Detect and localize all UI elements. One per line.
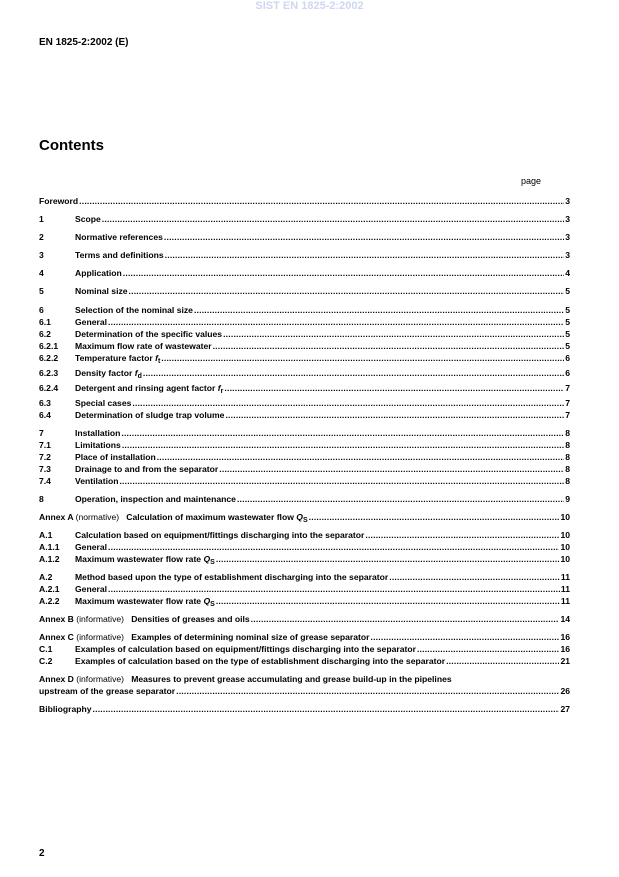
toc-entry-number: 3 [39,250,44,260]
toc-entry-number: C.2 [39,656,53,666]
toc-entry-title: Method based upon the type of establishment discharging into the separator [75,572,389,582]
toc-entry-title: Scope [75,214,101,224]
toc-entry-title: Examples of calculation based on the type of establishment discharging into the separator [75,656,446,666]
toc-entry-title: Application [75,268,122,278]
toc-entry-number: 7 [39,428,44,438]
toc-leader-dots [143,367,564,379]
toc-page-number: 3 [565,214,570,224]
toc-entry-title: Special cases [75,398,132,408]
toc-annex-label: Annex B [39,614,74,624]
toc-entry-title: Normative references [75,232,163,242]
toc-leader-dots [223,328,564,340]
toc-leader-dots [213,340,565,352]
toc-page-number: 6 [565,353,570,363]
toc-entry-title: upstream of the grease separator [39,686,176,696]
toc-page-number: 3 [565,250,570,260]
toc-annex-label: Annex A [39,512,74,522]
toc-entry-title: Installation [75,428,121,438]
toc-entry [39,249,570,261]
math-subscript: S [210,601,215,607]
toc-leader-dots [121,427,564,439]
toc-page-number: 11 [560,572,570,582]
toc-entry-number: 8 [39,494,44,504]
toc-entry-number: 7.3 [39,464,51,474]
toc-entry-number: A.1.1 [39,542,60,552]
toc-leader-dots [216,553,560,565]
toc-entry-title: Drainage to and from the separator [75,464,219,474]
toc-annex-entry [39,631,570,643]
document-id: EN 1825-2:2002 (E) [39,37,129,48]
toc-entry-number: 5 [39,286,44,296]
toc-entry-title: Maximum wastewater flow rate [75,596,202,606]
toc-entry-number: 6.2.2 [39,353,59,363]
toc-page-number: 16 [560,644,570,654]
toc-entry [39,304,570,316]
toc-entry-number: 6.3 [39,398,51,408]
toc-entry-title: Calculation based on equipment/fittings discharging into the separator [75,530,365,540]
toc-leader-dots [164,231,564,243]
math-symbol: f [155,353,158,363]
toc-entry [39,285,570,297]
toc-annex-entry [39,613,570,625]
toc-page-number: 16 [560,632,570,642]
toc-entry [39,328,570,340]
toc-entry-title: Place of installation [75,452,156,462]
toc-entry [39,397,570,409]
toc-entry-number: 6.1 [39,317,51,327]
math-symbol: f [134,368,138,378]
toc-entry-title: Density factor [75,368,133,378]
toc-entry-title: General [75,542,108,552]
toc-leader-dots [219,463,564,475]
toc-leader-dots [123,267,564,279]
toc-leader-dots [251,613,560,625]
toc-page-number: 7 [565,398,570,408]
toc-leader-dots [237,493,564,505]
toc-entry [39,409,570,421]
toc-page-number: 3 [565,196,570,206]
toc-entry-title: Bibliography [39,704,92,714]
toc-entry [39,382,570,394]
toc-leader-dots [108,316,564,328]
math-subscript: S [302,517,308,523]
toc-page-number: 9 [565,494,570,504]
toc-leader-dots [157,451,565,463]
toc-entry-number: 4 [39,268,44,278]
toc-entry [39,703,570,715]
page-column-label: page [521,176,542,186]
toc-leader-dots [365,529,559,541]
toc-entry [39,475,570,487]
toc-leader-dots [119,475,564,487]
toc-leader-dots [389,571,560,583]
toc-leader-dots [79,195,564,207]
watermark: SIST EN 1825-2:2002 [255,0,364,12]
toc-page-number: 5 [565,317,570,327]
toc-entry-number: 6.2.4 [39,383,59,393]
toc-leader-dots [165,249,565,261]
toc-leader-dots [371,631,560,643]
toc-entry [39,685,570,697]
toc-entry-number: A.2 [39,572,53,582]
toc-page-number: 5 [565,305,570,315]
page-title: Contents [39,137,104,154]
toc-entry [39,571,570,583]
toc-annex-kind: (informative) [76,614,125,624]
toc-entry-title: Measures to prevent grease accumulating and grease build-up in the pipelines [131,674,452,684]
toc-entry-title: Examples of calculation based on equipment/fittings discharging into the separator [75,644,416,654]
toc-entry-number: 7.4 [39,476,51,486]
toc-entry-title: Examples of determining nominal size of grease separator [131,632,370,642]
toc-leader-dots [309,511,560,523]
toc-entry-title: Maximum wastewater flow rate [75,554,202,564]
toc-page-number: 4 [565,268,570,278]
toc-entry [39,463,570,475]
math-subscript: S [210,559,215,565]
toc-entry [39,352,570,364]
toc-page-number: 11 [560,596,570,606]
toc-entry-number: A.2.2 [39,596,60,606]
toc-leader-dots [129,285,565,297]
toc-entry-title: Calculation of maximum wastewater flow [126,512,294,522]
toc-entry-number: 1 [39,214,44,224]
toc-entry-number: 7.2 [39,452,51,462]
toc-page-number: 8 [565,428,570,438]
toc-entry [39,367,570,379]
toc-leader-dots [102,213,564,225]
page-number: 2 [39,848,45,859]
toc-entry [39,643,570,655]
toc-entry-title: Operation, inspection and maintenance [75,494,236,504]
toc-entry [39,267,570,279]
toc-entry-title: General [75,317,108,327]
toc-entry-title: Determination of the specific values [75,329,223,339]
toc-page-number: 5 [565,329,570,339]
toc-leader-dots [417,643,559,655]
toc-page-number: 11 [560,584,570,594]
toc-leader-dots [176,685,559,697]
toc-page-number: 8 [565,452,570,462]
toc-page-number: 8 [565,476,570,486]
toc-entry-title: Terms and definitions [75,250,164,260]
toc-entry-number: 6.2.1 [39,341,59,351]
toc-entry [39,195,570,207]
toc-page-number: 8 [565,464,570,474]
toc-page-number: 6 [565,368,570,378]
toc-entry-title: Selection of the nominal size [75,305,193,315]
toc-page-number: 8 [565,440,570,450]
toc-page-number: 27 [560,704,570,714]
toc-entry-title: Limitations [75,440,121,450]
toc-annex-kind: (informative) [76,674,125,684]
toc-page-number: 26 [560,686,570,696]
math-subscript: t [157,358,161,364]
math-subscript: r [220,388,224,394]
math-symbol: Q [203,596,211,606]
toc-annex-entry [39,511,570,523]
toc-entry [39,553,570,565]
toc-page-number: 3 [565,232,570,242]
toc-entry-number: C.1 [39,644,53,654]
toc-entry-number: A.1.2 [39,554,60,564]
toc-entry-number: A.1 [39,530,53,540]
toc-entry-title: Determination of sludge trap volume [75,410,225,420]
toc-leader-dots [216,595,560,607]
toc-entry-number: 6 [39,305,44,315]
toc-page-number: 10 [560,542,570,552]
toc-entry [39,583,570,595]
toc-entry [39,439,570,451]
toc-entry-number: 2 [39,232,44,242]
toc-entry [39,213,570,225]
math-subscript: d [137,373,142,379]
toc-leader-dots [194,304,564,316]
toc-entry-title: Densities of greases and oils [131,614,250,624]
toc-page-number: 7 [565,383,570,393]
toc-entry [39,595,570,607]
toc-page-number: 10 [560,554,570,564]
toc-leader-dots [132,397,564,409]
toc-entry [39,427,570,439]
toc-annex-label: Annex D [39,674,74,684]
toc-annex-kind: (informative) [76,632,125,642]
toc-page-number: 10 [560,512,570,522]
toc-page-number: 10 [560,530,570,540]
toc-entry [39,541,570,553]
toc-entry-title: Ventilation [75,476,119,486]
toc-leader-dots [161,352,564,364]
toc-leader-dots [446,655,559,667]
toc-leader-dots [122,439,564,451]
toc-entry-title: Nominal size [75,286,128,296]
toc-entry [39,529,570,541]
toc-leader-dots [224,382,564,394]
toc-entry-number: 6.2.3 [39,368,59,378]
toc-entry-title: Foreword [39,196,79,206]
toc-entry-number: 6.4 [39,410,51,420]
toc-leader-dots [108,583,560,595]
toc-entry-title: General [75,584,108,594]
toc-page-number: 21 [560,656,570,666]
toc-annex-entry [39,673,570,685]
toc-entry [39,655,570,667]
toc-entry-title: Temperature factor [75,353,153,363]
toc-entry-title: Maximum flow rate of wastewater [75,341,212,351]
toc-entry [39,231,570,243]
toc-annex-label: Annex C [39,632,74,642]
toc-entry [39,340,570,352]
toc-entry-number: 6.2 [39,329,51,339]
toc-entry [39,316,570,328]
toc-page-number: 14 [560,614,570,624]
toc-page-number: 7 [565,410,570,420]
toc-page-number: 5 [565,286,570,296]
toc-entry [39,493,570,505]
toc-entry-number: 7.1 [39,440,51,450]
math-symbol: f [217,383,221,393]
math-symbol: Q [203,554,211,564]
toc-leader-dots [108,541,559,553]
toc-entry-title: Detergent and rinsing agent factor [75,383,216,393]
toc-annex-kind: (normative) [75,512,120,522]
math-symbol: Q [296,512,303,522]
toc-leader-dots [93,703,560,715]
toc-leader-dots [225,409,564,421]
toc-page-number: 5 [565,341,570,351]
toc-entry [39,451,570,463]
toc-entry-number: A.2.1 [39,584,60,594]
